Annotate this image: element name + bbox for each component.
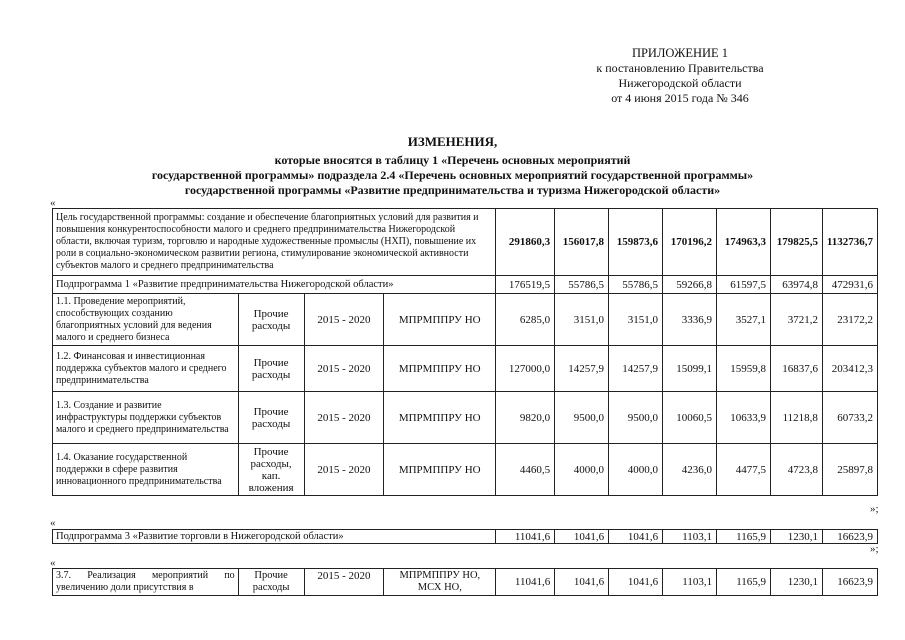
measure-name: 1.3. Создание и развитие инфраструктуры поддержки субъектов малого и среднего предпринимательства bbox=[53, 392, 239, 444]
period: 2015 - 2020 bbox=[304, 444, 384, 496]
value-cell: 203412,3 bbox=[822, 346, 877, 392]
close-quote-semicolon: »; bbox=[870, 543, 879, 555]
value-cell: 1165,9 bbox=[717, 569, 771, 596]
open-quote: « bbox=[50, 517, 56, 529]
value-cell: 174963,3 bbox=[716, 209, 770, 276]
value-cell: 1041,6 bbox=[555, 530, 609, 544]
period: 2015 - 2020 bbox=[304, 392, 384, 444]
value-cell: 63974,8 bbox=[770, 276, 822, 294]
value-cell: 4723,8 bbox=[770, 444, 822, 496]
expense-type: Прочие расходы bbox=[238, 294, 304, 346]
value-cell: 1041,6 bbox=[609, 569, 663, 596]
table-row bbox=[53, 444, 878, 496]
appendix-block bbox=[560, 46, 800, 106]
period: 2015 - 2020 bbox=[304, 569, 384, 596]
measure-name: 1.2. Финансовая и инвестиционная поддержка субъектов малого и среднего предпринимательства bbox=[53, 346, 239, 392]
appendix-line: к постановлению Правительства bbox=[596, 61, 764, 75]
value-cell: 61597,5 bbox=[716, 276, 770, 294]
table-row bbox=[53, 392, 878, 444]
subprogram-row bbox=[53, 530, 878, 544]
subprogram-row bbox=[53, 276, 878, 294]
expense-type: Прочие расходы bbox=[238, 569, 304, 596]
executor: МПРМППРУ НО, МСХ НО, bbox=[384, 569, 496, 596]
value-cell: 11041,6 bbox=[496, 530, 555, 544]
value-cell: 3151,0 bbox=[609, 294, 663, 346]
value-cell: 1165,9 bbox=[717, 530, 771, 544]
document-subtitle bbox=[0, 153, 905, 198]
value-cell: 4460,5 bbox=[496, 444, 555, 496]
value-cell: 60733,2 bbox=[822, 392, 877, 444]
expense-type: Прочие расходы, кап. вложения bbox=[238, 444, 304, 496]
value-cell: 15099,1 bbox=[663, 346, 717, 392]
value-cell: 1103,1 bbox=[663, 569, 717, 596]
executor: МПРМППРУ НО bbox=[384, 346, 496, 392]
open-quote: « bbox=[50, 197, 56, 209]
open-quote: « bbox=[50, 557, 56, 569]
value-cell: 23172,2 bbox=[822, 294, 877, 346]
value-cell: 10060,5 bbox=[663, 392, 717, 444]
value-cell: 14257,9 bbox=[555, 346, 609, 392]
value-cell: 1230,1 bbox=[770, 530, 822, 544]
document-title: ИЗМЕНЕНИЯ, bbox=[407, 134, 498, 149]
period: 2015 - 2020 bbox=[304, 294, 384, 346]
value-cell: 9500,0 bbox=[609, 392, 663, 444]
close-quote-semicolon: »; bbox=[870, 503, 879, 515]
executor: МПРМППРУ НО bbox=[384, 444, 496, 496]
value-cell: 179825,5 bbox=[770, 209, 822, 276]
value-cell: 4000,0 bbox=[609, 444, 663, 496]
value-cell: 55786,5 bbox=[555, 276, 609, 294]
value-cell: 59266,8 bbox=[663, 276, 717, 294]
measure-name: 1.1. Проведение мероприятий, способствующих созданию благоприятных условий для ведения малого и среднего бизнеса bbox=[53, 294, 239, 346]
value-cell: 11041,6 bbox=[496, 569, 555, 596]
value-cell: 10633,9 bbox=[716, 392, 770, 444]
executor: МПРМППРУ НО bbox=[384, 294, 496, 346]
value-cell: 1041,6 bbox=[609, 530, 663, 544]
appendix-line: Нижегородской области bbox=[618, 76, 742, 90]
value-cell: 1103,1 bbox=[663, 530, 717, 544]
value-cell: 1132736,7 bbox=[822, 209, 877, 276]
subtitle-line: которые вносятся в таблицу 1 «Перечень основных мероприятий bbox=[274, 153, 631, 167]
value-cell: 170196,2 bbox=[663, 209, 717, 276]
subprogram-title: Подпрограмма 1 «Развитие предпринимательства Нижегородской области» bbox=[53, 276, 496, 294]
appendix-line: ПРИЛОЖЕНИЕ 1 bbox=[631, 46, 729, 60]
value-cell: 159873,6 bbox=[609, 209, 663, 276]
value-cell: 14257,9 bbox=[609, 346, 663, 392]
changes-table-main bbox=[52, 208, 878, 496]
value-cell: 16623,9 bbox=[822, 530, 877, 544]
value-cell: 176519,5 bbox=[496, 276, 555, 294]
table-row bbox=[53, 346, 878, 392]
value-cell: 1230,1 bbox=[771, 569, 823, 596]
appendix-line: от 4 июня 2015 года № 346 bbox=[611, 91, 749, 105]
value-cell: 3527,1 bbox=[716, 294, 770, 346]
measure-name: 1.4. Оказание государственной поддержки в сфере развития инновационного предпринимательства bbox=[53, 444, 239, 496]
value-cell: 55786,5 bbox=[609, 276, 663, 294]
table-row bbox=[53, 294, 878, 346]
period: 2015 - 2020 bbox=[304, 346, 384, 392]
changes-table-row37 bbox=[52, 568, 878, 596]
value-cell: 1041,6 bbox=[555, 569, 609, 596]
value-cell: 16837,6 bbox=[770, 346, 822, 392]
measure-name: 3.7. Реализация мероприятий по увеличению доли присутствия в bbox=[53, 569, 239, 596]
changes-table-subprogram3 bbox=[52, 529, 878, 544]
value-cell: 472931,6 bbox=[822, 276, 877, 294]
value-cell: 291860,3 bbox=[496, 209, 555, 276]
value-cell: 11218,8 bbox=[770, 392, 822, 444]
value-cell: 156017,8 bbox=[555, 209, 609, 276]
value-cell: 25897,8 bbox=[822, 444, 877, 496]
value-cell: 4236,0 bbox=[663, 444, 717, 496]
executor: МПРМППРУ НО bbox=[384, 392, 496, 444]
value-cell: 4477,5 bbox=[716, 444, 770, 496]
value-cell: 9500,0 bbox=[555, 392, 609, 444]
expense-type: Прочие расходы bbox=[238, 392, 304, 444]
goal-row bbox=[53, 209, 878, 276]
subtitle-line: государственной программы «Развитие предпринимательства и туризма Нижегородской области» bbox=[184, 183, 721, 197]
expense-type: Прочие расходы bbox=[238, 346, 304, 392]
value-cell: 3151,0 bbox=[555, 294, 609, 346]
subprogram-title: Подпрограмма 3 «Развитие торговли в Нижегородской области» bbox=[53, 530, 496, 544]
value-cell: 4000,0 bbox=[555, 444, 609, 496]
value-cell: 9820,0 bbox=[496, 392, 555, 444]
goal-text: Цель государственной программы: создание и обеспечение благоприятных условий для развития и повышения конкурентоспособности малого и среднего предпринимательства Нижегородской области, включая туризм, торговлю и народные художественные промыслы (НХП), повышение их роли в социально-экономическом развитии региона, стимулирование экономической активности субъектов малого и среднего предпринимательства bbox=[53, 209, 496, 276]
value-cell: 6285,0 bbox=[496, 294, 555, 346]
value-cell: 127000,0 bbox=[496, 346, 555, 392]
value-cell: 15959,8 bbox=[716, 346, 770, 392]
value-cell: 3721,2 bbox=[770, 294, 822, 346]
value-cell: 16623,9 bbox=[822, 569, 877, 596]
subtitle-line: государственной программы» подраздела 2.4 «Перечень основных мероприятий государственной программы» bbox=[151, 168, 754, 182]
table-row bbox=[53, 569, 878, 596]
value-cell: 3336,9 bbox=[663, 294, 717, 346]
